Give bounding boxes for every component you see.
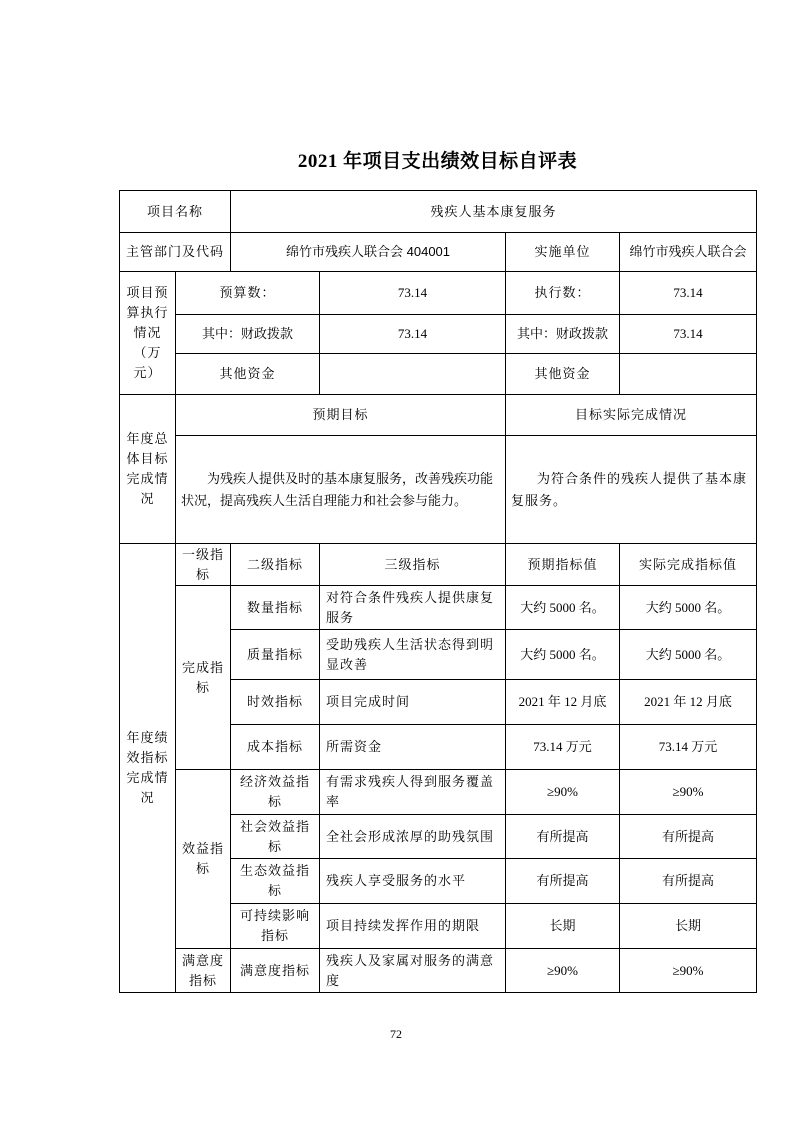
level2-label: 可持续影响指标	[231, 904, 320, 949]
table-row	[120, 949, 757, 993]
level3-label: 受助残疾人生活状态得到明显改善	[320, 630, 506, 680]
impl-value: 绵竹市残疾人联合会	[620, 233, 757, 272]
budget-value: 73.14	[320, 272, 506, 315]
other-exec-label: 其他资金	[506, 354, 620, 395]
fiscal-exec-label: 其中：财政拨款	[506, 315, 620, 354]
expected-value: ≥90%	[506, 770, 620, 815]
page-number: 72	[390, 1027, 402, 1041]
exec-label: 执行数：	[506, 272, 620, 315]
exec-value: 73.14	[620, 272, 757, 315]
level1-label: 满意度指标	[176, 949, 231, 993]
header-level1: 一级指标	[176, 544, 231, 586]
table-row	[120, 544, 757, 586]
actual-value: 有所提高	[620, 815, 757, 859]
fiscal-exec-value: 73.14	[620, 315, 757, 354]
other-budget-label: 其他资金	[176, 354, 320, 395]
table-row	[120, 586, 757, 630]
expected-goal-header: 预期目标	[176, 395, 506, 436]
fiscal-budget-label: 其中：财政拨款	[176, 315, 320, 354]
overall-section-label: 年度总体目标完成情况	[120, 395, 176, 544]
expected-value: 2021 年 12 月底	[506, 680, 620, 725]
actual-goal-header: 目标实际完成情况	[506, 395, 757, 436]
other-exec-value	[620, 354, 757, 395]
level2-label: 数量指标	[231, 586, 320, 630]
header-level2: 二级指标	[231, 544, 320, 586]
actual-goal-text: 为符合条件的残疾人提供了基本康复服务。	[506, 436, 757, 544]
budget-section-label: 项目预算执行情况（万元）	[120, 272, 176, 395]
actual-value: 长期	[620, 904, 757, 949]
expected-value: 有所提高	[506, 859, 620, 904]
expected-value: 有所提高	[506, 815, 620, 859]
impl-label: 实施单位	[506, 233, 620, 272]
expected-value: 长期	[506, 904, 620, 949]
level2-label: 经济效益指标	[231, 770, 320, 815]
level3-label: 所需资金	[320, 725, 506, 770]
actual-value: 73.14 万元	[620, 725, 757, 770]
table-row	[120, 770, 757, 815]
project-name-label: 项目名称	[120, 191, 231, 233]
page-title: 2021 年项目支出绩效目标自评表	[297, 151, 578, 172]
expected-value: ≥90%	[506, 949, 620, 993]
level3-label: 残疾人享受服务的水平	[320, 859, 506, 904]
indicators-section-label: 年度绩效指标完成情况	[120, 544, 176, 993]
table-row	[120, 315, 757, 354]
project-name-value: 残疾人基本康复服务	[231, 191, 757, 233]
level3-label: 残疾人及家属对服务的满意度	[320, 949, 506, 993]
level3-label: 有需求残疾人得到服务覆盖率	[320, 770, 506, 815]
level3-label: 对符合条件残疾人提供康复服务	[320, 586, 506, 630]
level1-label: 效益指标	[176, 770, 231, 949]
table-row	[120, 191, 757, 233]
level2-label: 成本指标	[231, 725, 320, 770]
level2-label: 社会效益指标	[231, 815, 320, 859]
level3-label: 项目持续发挥作用的期限	[320, 904, 506, 949]
actual-value: ≥90%	[620, 949, 757, 993]
expected-value: 大约 5000 名。	[506, 630, 620, 680]
actual-value: 大约 5000 名。	[620, 586, 757, 630]
level3-label: 全社会形成浓厚的助残氛围	[320, 815, 506, 859]
level2-label: 生态效益指标	[231, 859, 320, 904]
level2-label: 时效指标	[231, 680, 320, 725]
expected-value: 大约 5000 名。	[506, 586, 620, 630]
header-actual: 实际完成指标值	[620, 544, 757, 586]
budget-label: 预算数：	[176, 272, 320, 315]
level2-label: 质量指标	[231, 630, 320, 680]
expected-value: 73.14 万元	[506, 725, 620, 770]
table-row	[120, 233, 757, 272]
self-evaluation-table	[119, 190, 757, 993]
actual-value: 大约 5000 名。	[620, 630, 757, 680]
table-row	[120, 395, 757, 436]
header-level3: 三级指标	[320, 544, 506, 586]
actual-value: 有所提高	[620, 859, 757, 904]
dept-value: 绵竹市残疾人联合会 404001	[231, 233, 506, 272]
header-expected: 预期指标值	[506, 544, 620, 586]
table-row	[120, 272, 757, 315]
dept-label: 主管部门及代码	[120, 233, 231, 272]
fiscal-budget-value: 73.14	[320, 315, 506, 354]
actual-value: ≥90%	[620, 770, 757, 815]
level3-label: 项目完成时间	[320, 680, 506, 725]
table-row	[120, 354, 757, 395]
other-budget-value	[320, 354, 506, 395]
actual-value: 2021 年 12 月底	[620, 680, 757, 725]
level1-label: 完成指标	[176, 586, 231, 770]
expected-goal-text: 为残疾人提供及时的基本康复服务，改善残疾功能状况，提高残疾人生活自理能力和社会参与能力。	[176, 436, 506, 544]
level2-label: 满意度指标	[231, 949, 320, 993]
table-row	[120, 436, 757, 544]
